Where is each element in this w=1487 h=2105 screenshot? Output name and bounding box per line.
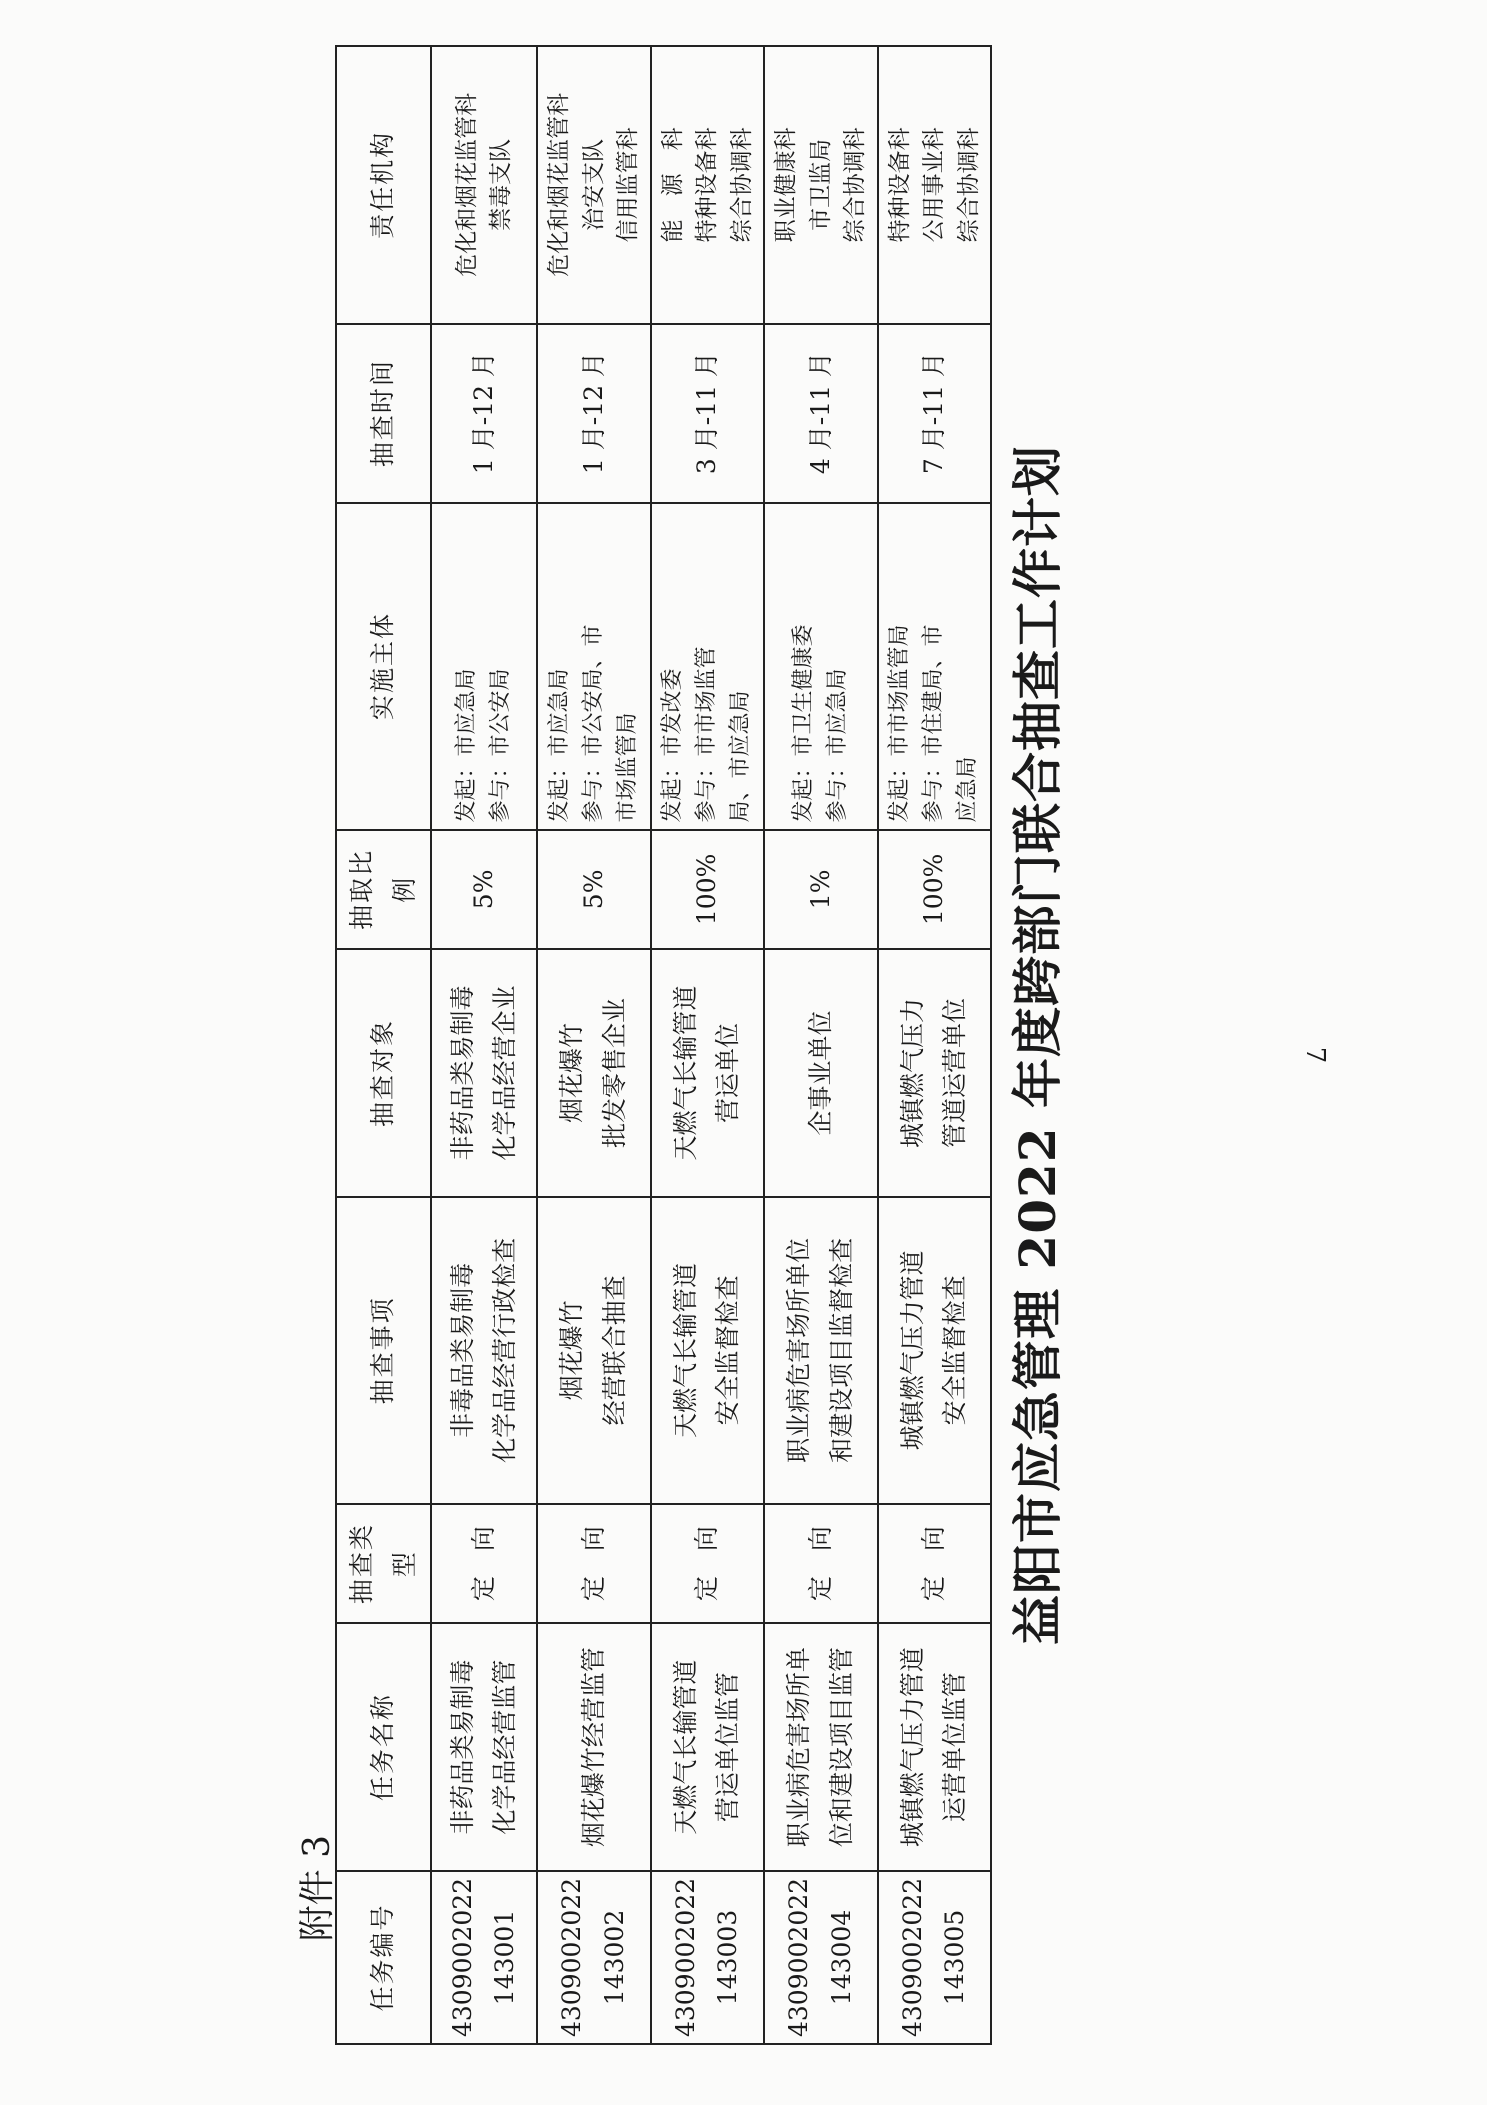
name-line1: 烟花爆竹经营监管 bbox=[578, 1647, 608, 1848]
check-target-cell bbox=[651, 949, 765, 1197]
time-cell bbox=[651, 324, 765, 503]
type: 定 向 bbox=[578, 1526, 608, 1602]
target-line2: 营运单位 bbox=[713, 1023, 743, 1124]
org-line2: 公用事业科 bbox=[921, 127, 947, 243]
name-line1: 职业病危害场所单 bbox=[784, 1647, 814, 1848]
item-line1: 非毒品类易制毒 bbox=[447, 1262, 477, 1438]
name-line1: 天燃气长输管道 bbox=[670, 1659, 700, 1835]
check-item-cell bbox=[431, 1197, 537, 1504]
table-row bbox=[764, 46, 878, 2044]
subject-line3: 局、市应急局 bbox=[728, 690, 754, 823]
task-id-cell bbox=[431, 1871, 537, 2044]
table-row bbox=[431, 46, 537, 2044]
subject-cell bbox=[878, 503, 992, 830]
check-type-cell bbox=[878, 1504, 992, 1623]
org-cell bbox=[764, 46, 878, 324]
time: 1 月-12 月 bbox=[468, 352, 498, 475]
org-line2: 禁毒支队 bbox=[488, 138, 514, 231]
org-line3: 综合协调科 bbox=[955, 127, 982, 243]
org-line3: 综合协调科 bbox=[728, 127, 755, 243]
header-check-item: 抽查事项 bbox=[336, 1197, 431, 1504]
rotated-page bbox=[297, 15, 1470, 2075]
header-task-id: 任务编号 bbox=[336, 1871, 431, 2044]
id-line1: 4309002022 bbox=[670, 1877, 700, 2037]
table-row bbox=[537, 46, 651, 2044]
org-cell bbox=[878, 46, 992, 324]
id-line2: 143001 bbox=[490, 1909, 519, 2006]
subject-line2: 参与：市应急局 bbox=[824, 668, 850, 823]
header-check-type: 抽查类型 bbox=[336, 1504, 431, 1623]
check-item-cell bbox=[651, 1197, 765, 1504]
target-line2: 管道运营单位 bbox=[940, 998, 970, 1149]
table-row bbox=[651, 46, 765, 2044]
type: 定 向 bbox=[468, 1526, 498, 1602]
check-item-cell bbox=[537, 1197, 651, 1504]
name-line2: 营运单位监管 bbox=[713, 1672, 743, 1823]
ratio: 5% bbox=[468, 869, 498, 910]
org-line2: 特种设备科 bbox=[694, 127, 720, 243]
subject-line2: 参与：市住建局、市 bbox=[921, 624, 947, 823]
org-line1: 危化和烟花监管科 bbox=[546, 92, 572, 277]
name-line2: 运营单位监管 bbox=[940, 1672, 970, 1823]
subject-line1: 发起：市卫生健康委 bbox=[790, 624, 816, 823]
subject-line2: 参与：市公安局 bbox=[488, 668, 513, 823]
task-id-cell bbox=[764, 1871, 878, 2044]
check-target-cell bbox=[878, 949, 992, 1197]
task-id-cell bbox=[651, 1871, 765, 2044]
check-target-cell bbox=[537, 949, 651, 1197]
ratio-cell bbox=[651, 830, 765, 950]
item-line1: 烟花爆竹 bbox=[557, 1300, 587, 1401]
org-line1: 职业健康科 bbox=[773, 127, 799, 243]
ratio: 1% bbox=[805, 869, 835, 910]
plan-table bbox=[335, 45, 992, 2045]
org-line3: 信用监管科 bbox=[615, 127, 641, 243]
ratio: 5% bbox=[578, 869, 608, 910]
header-task-name: 任务名称 bbox=[336, 1623, 431, 1871]
org-line2: 治安支队 bbox=[580, 138, 607, 231]
org-line3: 综合协调科 bbox=[842, 127, 868, 243]
subject-line2: 参与：市公安局、市 bbox=[580, 624, 606, 823]
page-title: 益阳市应急管理 2022 年度跨部门联合抽查工作计划 bbox=[1008, 445, 1067, 1645]
page-number: 7 bbox=[1300, 1046, 1330, 1064]
subject-cell bbox=[764, 503, 878, 830]
org-cell bbox=[537, 46, 651, 324]
subject-cell bbox=[537, 503, 651, 830]
org-line2: 市卫监局 bbox=[807, 138, 834, 231]
header-check-target: 抽查对象 bbox=[336, 949, 431, 1197]
ratio: 100% bbox=[919, 853, 948, 926]
target-line1: 企事业单位 bbox=[805, 1010, 835, 1136]
task-name-cell bbox=[878, 1623, 992, 1871]
item-line2: 化学品经营行政检查 bbox=[490, 1237, 519, 1463]
type: 定 向 bbox=[692, 1526, 721, 1602]
target-line1: 烟花爆竹 bbox=[557, 1023, 587, 1124]
org-cell bbox=[651, 46, 765, 324]
time-cell bbox=[764, 324, 878, 503]
id-line2: 143002 bbox=[599, 1909, 629, 2006]
type: 定 向 bbox=[919, 1526, 948, 1602]
subject-line3: 市场监管局 bbox=[614, 712, 640, 823]
check-item-cell bbox=[878, 1197, 992, 1504]
task-name-cell bbox=[651, 1623, 765, 1871]
id-line2: 143003 bbox=[713, 1909, 743, 2006]
attachment-label: 附件 3 bbox=[297, 1835, 338, 1942]
task-id-cell bbox=[878, 1871, 992, 2044]
header-ratio: 抽取比例 bbox=[336, 830, 431, 950]
header-subject: 实施主体 bbox=[336, 503, 431, 830]
table-header-row bbox=[336, 46, 431, 2044]
time: 3 月-11 月 bbox=[692, 352, 721, 475]
subject-line1: 发起：市应急局 bbox=[453, 668, 479, 823]
time: 4 月-11 月 bbox=[805, 352, 835, 475]
item-line1: 天燃气长输管道 bbox=[670, 1262, 700, 1438]
name-line1: 城镇燃气压力管道 bbox=[897, 1647, 927, 1848]
check-type-cell bbox=[431, 1504, 537, 1623]
task-id-cell bbox=[537, 1871, 651, 2044]
check-type-cell bbox=[651, 1504, 765, 1623]
item-line2: 安全监督检查 bbox=[940, 1275, 970, 1426]
ratio-cell bbox=[537, 830, 651, 950]
check-target-cell bbox=[764, 949, 878, 1197]
time-cell bbox=[878, 324, 992, 503]
time-cell bbox=[537, 324, 651, 503]
name-line2: 化学品经营监管 bbox=[490, 1659, 519, 1835]
name-line2: 位和建设项目监管 bbox=[826, 1647, 856, 1848]
target-line1: 天燃气长输管道 bbox=[670, 985, 700, 1161]
time: 7 月-11 月 bbox=[919, 352, 948, 475]
org-line1: 特种设备科 bbox=[886, 127, 913, 243]
org-cell bbox=[431, 46, 537, 324]
task-name-cell bbox=[537, 1623, 651, 1871]
org-line1: 能 源 科 bbox=[659, 127, 686, 243]
ratio-cell bbox=[431, 830, 537, 950]
task-name-cell bbox=[764, 1623, 878, 1871]
subject-line1: 发起：市市场监管局 bbox=[887, 624, 913, 823]
subject-cell bbox=[431, 503, 537, 830]
subject-line2: 参与：市市场监管 bbox=[694, 646, 720, 823]
id-line2: 143005 bbox=[940, 1909, 970, 2006]
id-line1: 4309002022 bbox=[897, 1877, 927, 2037]
subject-line3: 应急局 bbox=[955, 756, 981, 823]
item-line1: 职业病危害场所单位 bbox=[784, 1237, 814, 1463]
check-item-cell bbox=[764, 1197, 878, 1504]
item-line2: 和建设项目监督检查 bbox=[826, 1237, 856, 1463]
ratio-cell bbox=[764, 830, 878, 950]
target-line1: 城镇燃气压力 bbox=[897, 998, 927, 1149]
check-type-cell bbox=[764, 1504, 878, 1623]
ratio: 100% bbox=[692, 853, 721, 926]
id-line2: 143004 bbox=[826, 1909, 856, 2006]
item-line1: 城镇燃气压力管道 bbox=[897, 1250, 927, 1451]
item-line2: 安全监督检查 bbox=[713, 1275, 743, 1426]
subject-line1: 发起：市应急局 bbox=[546, 668, 572, 823]
type: 定 向 bbox=[805, 1526, 835, 1602]
subject-cell bbox=[651, 503, 765, 830]
target-line2: 化学品经营企业 bbox=[490, 985, 519, 1161]
time: 1 月-12 月 bbox=[578, 352, 608, 475]
name-line1: 非药品类易制毒 bbox=[447, 1659, 477, 1835]
header-time: 抽查时间 bbox=[336, 324, 431, 503]
ratio-cell bbox=[878, 830, 992, 950]
id-line1: 4309002022 bbox=[557, 1877, 587, 2037]
time-cell bbox=[431, 324, 537, 503]
id-line1: 4309002022 bbox=[447, 1877, 477, 2037]
header-org: 责任机构 bbox=[336, 46, 431, 324]
check-target-cell bbox=[431, 949, 537, 1197]
target-line2: 批发零售企业 bbox=[599, 998, 629, 1149]
item-line2: 经营联合抽查 bbox=[599, 1275, 629, 1426]
subject-line1: 发起：市发改委 bbox=[660, 668, 686, 823]
target-line1: 非药品类易制毒 bbox=[447, 985, 477, 1161]
id-line1: 4309002022 bbox=[784, 1877, 814, 2037]
table-row bbox=[878, 46, 992, 2044]
check-type-cell bbox=[537, 1504, 651, 1623]
task-name-cell bbox=[431, 1623, 537, 1871]
org-line1: 危化和烟花监管科 bbox=[453, 92, 480, 277]
